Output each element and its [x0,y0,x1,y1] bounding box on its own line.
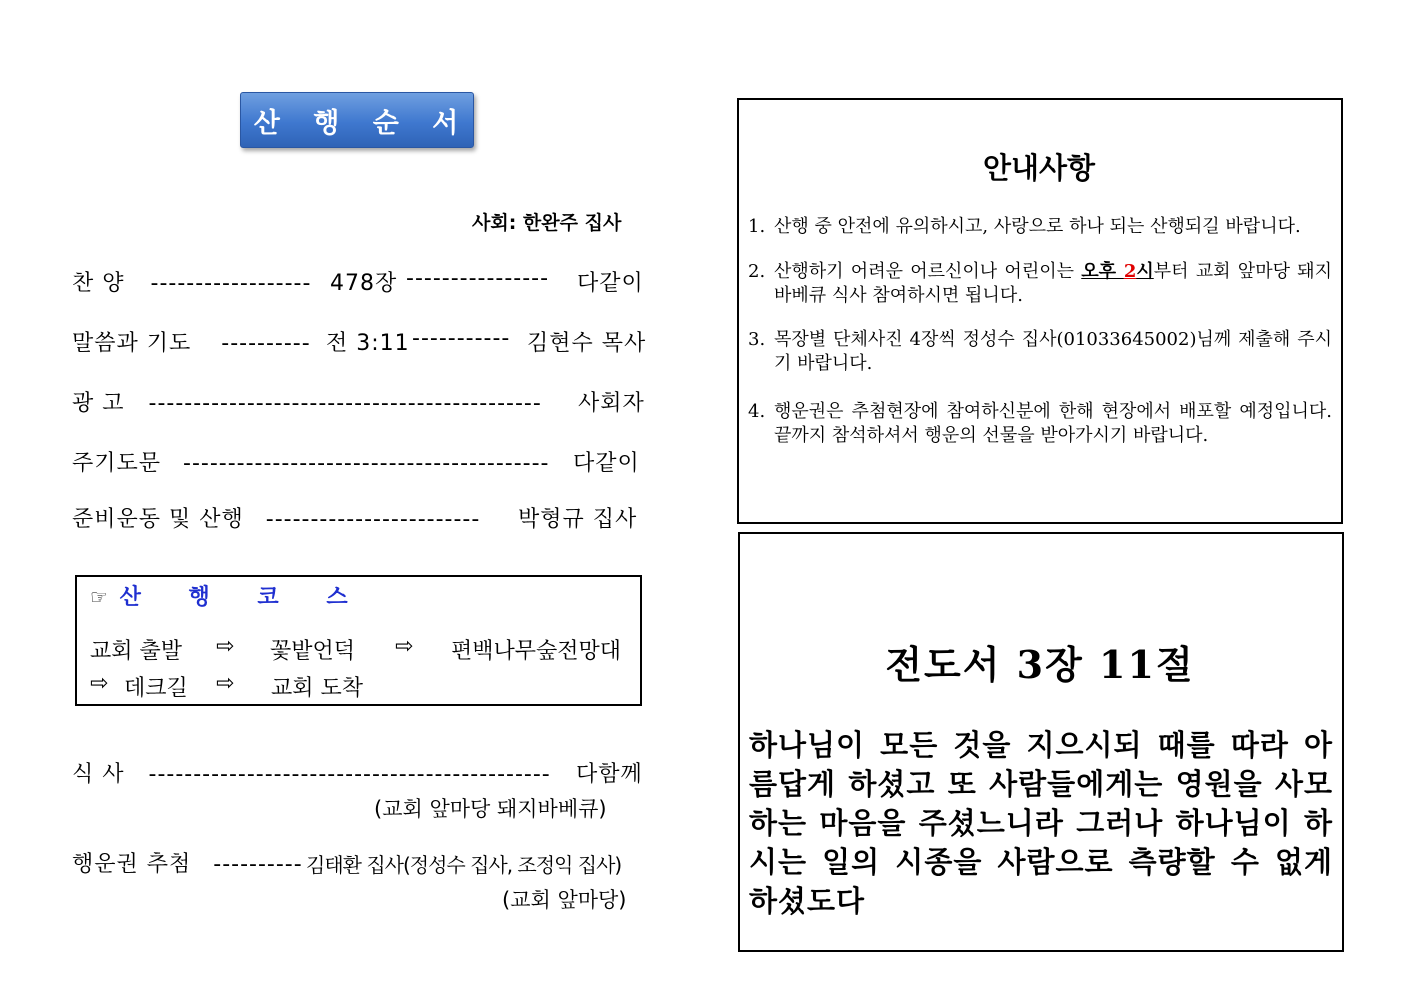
row-dashes: ---------------- [406,266,550,291]
row-label: 찬 양 [72,271,125,296]
arrow-right-icon: ⇨ [90,671,109,696]
row-dashes: -------------------------------------------- [148,391,542,416]
row-dashes: ------------------ [150,271,312,296]
notice-item-text: 산행하기 어려운 어르신이나 어린이는 오후 2시부터 교회 앞마당 돼지바베큐 식사 참여하시면 됩니다. [774,261,1332,306]
verse-text: 하나님이 모든 것을 지으시되 때를 따라 아름답게 하셨고 또 사람들에게는 영원을 사모하는 마음을 주셨느니라 그러나 하나님이 하시는 일의 시종을 사람으로 측량할 수 없게 하셨도다 [749,728,1333,918]
program-row-praise [72,266,311,297]
row-dashes: ----------------------------------------- [183,451,550,476]
notice-item-number: 3. [748,329,766,350]
arrow-right-icon: ⇨ [395,634,414,659]
program-title: 산 행 순 서 [253,107,471,139]
program-row-announcement [72,386,542,417]
notice-item [748,400,1332,448]
lottery-note: (교회 앞마당) [502,888,627,912]
row-person: 사회자 [578,391,645,416]
row-person: 다함께 [576,762,643,787]
row-dashes: ------------------------ [265,507,481,532]
row-label: 주기도문 [72,451,162,476]
row-dashes: ---------- [213,852,303,877]
notice-item [748,260,1332,308]
pointing-hand-icon: ☞ [90,585,110,609]
row-label: 행운권 추첨 [72,852,192,877]
course-stop: 데크길 [124,676,188,701]
row-label: 광 고 [72,391,125,416]
row-label: 식 사 [72,762,125,787]
row-label: 말씀과 기도 [72,331,192,356]
arrow-right-icon: ⇨ [216,634,235,659]
row-middle: 478장 [330,271,398,296]
program-row-meal [72,757,551,788]
program-row-warmup [72,502,480,533]
notice-item [748,328,1332,376]
program-title-badge [240,92,474,148]
course-stop: 교회 도착 [271,676,364,701]
notice-item-number: 4. [748,401,766,422]
course-stop: 교회 출발 [90,639,183,664]
notice-item-text: 산행 중 안전에 유의하시고, 사랑으로 하나 되는 산행되길 바랍니다. [774,216,1301,237]
notice-title: 안내사항 [982,151,1096,185]
course-heading [90,580,368,611]
row-person: 박형규 집사 [518,507,638,532]
notice-item [748,215,1332,239]
notice-item-text: 행운권은 추첨현장에 참여하신분에 한해 현장에서 배포할 예정입니다. 끝까지 참석하셔서 행운의 선물을 받아가시기 바랍니다. [774,401,1332,446]
meal-note: (교회 앞마당 돼지바베큐) [374,797,607,821]
course-stop: 편백나무숲전망대 [451,639,622,664]
row-label: 준비운동 및 산행 [72,507,244,532]
course-stop: 꽃밭언덕 [270,639,356,664]
notice-item-text: 목장별 단체사진 4장씩 정성수 집사(01033645002)님께 제출해 주시기 바랍니다. [774,329,1332,374]
row-person: 김태환 집사(정성수 집사, 조정익 집사) [306,853,622,877]
course-title: 산 행 코 스 [119,585,368,610]
row-dashes: ---------- [221,331,311,356]
row-dashes: ----------- [412,326,511,351]
verse-reference: 전도서 3장 11절 [885,642,1195,687]
arrow-right-icon: ⇨ [216,671,235,696]
row-person: 다같이 [573,451,640,476]
host-line: 사회: 한완주 집사 [472,212,622,234]
row-dashes: --------------------------------------------- [148,762,551,787]
row-person: 다같이 [577,271,644,296]
notice-item-number: 1. [748,216,766,237]
program-row-lords-prayer [72,446,550,477]
program-row-lottery [72,847,303,878]
row-middle: 전 3:11 [326,331,410,356]
notice-item-number: 2. [748,261,766,282]
program-row-sermon [72,326,311,357]
row-person: 김현수 목사 [527,331,647,356]
